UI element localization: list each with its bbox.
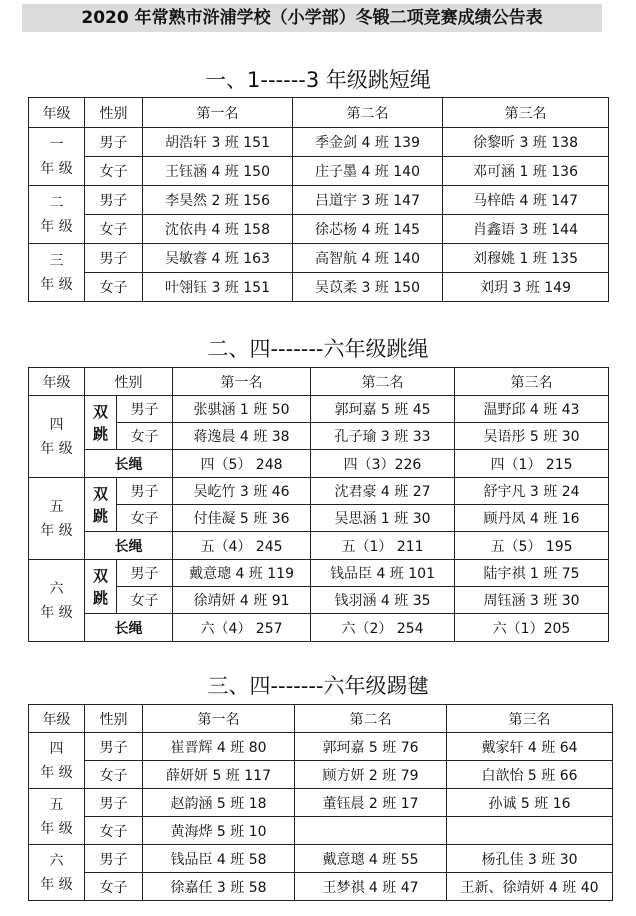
third-place-cell: 温野邱 4 班 43: [455, 396, 609, 423]
second-place-cell: 沈君豪 4 班 27: [311, 478, 455, 505]
table-row: [29, 396, 609, 423]
header-second: 第二名: [295, 705, 447, 733]
first-place-cell: 蒋逸晨 4 班 38: [173, 423, 311, 450]
third-place-cell: 马梓皓 4 班 147: [443, 186, 609, 215]
long-rope-label: 长绳: [85, 450, 173, 478]
gender-cell: 女子: [85, 873, 143, 901]
gender-cell: 男子: [117, 478, 173, 505]
table-row: [29, 244, 609, 273]
third-place-cell: 戴家轩 4 班 64: [447, 733, 613, 761]
section-2-title: 二、四-------六年级跳绳: [207, 337, 429, 361]
third-place-cell: 四（1） 215: [455, 450, 609, 478]
gender-cell: 男子: [85, 128, 143, 157]
gender-cell: 女子: [117, 505, 173, 532]
first-place-cell: 李昊然 2 班 156: [143, 186, 293, 215]
third-place-cell: 陆宇祺 1 班 75: [455, 560, 609, 587]
third-place-cell: 周钰涵 3 班 30: [455, 587, 609, 614]
section-3-title: 三、四-------六年级踢毽: [207, 674, 429, 698]
section-3-table: [28, 704, 613, 901]
table-row: [29, 215, 609, 244]
table-row: [29, 789, 613, 817]
double-jump-label: 双 跳: [85, 478, 117, 532]
first-place-cell: 徐嘉任 3 班 58: [143, 873, 295, 901]
second-place-cell: 戴意璁 4 班 55: [295, 845, 447, 873]
table-row: [29, 845, 613, 873]
third-place-cell: 五（5） 195: [455, 532, 609, 560]
third-place-cell: 孙诚 5 班 16: [447, 789, 613, 817]
gender-cell: 女子: [85, 817, 143, 845]
third-place-cell: 顾丹凤 4 班 16: [455, 505, 609, 532]
long-rope-label: 长绳: [85, 532, 173, 560]
header-row: [29, 705, 613, 733]
gender-cell: 男子: [117, 396, 173, 423]
section-1-table: [28, 97, 609, 302]
second-place-cell: 季金剑 4 班 139: [293, 128, 443, 157]
first-place-cell: 付佳凝 5 班 36: [173, 505, 311, 532]
first-place-cell: 沈依冉 4 班 158: [143, 215, 293, 244]
table-row: [29, 157, 609, 186]
gender-cell: 男子: [85, 244, 143, 273]
gender-cell: 女子: [117, 423, 173, 450]
third-place-cell: 舒宇凡 3 班 24: [455, 478, 609, 505]
section-2-table: [28, 367, 609, 642]
second-place-cell: 吴苡柔 3 班 150: [293, 273, 443, 302]
second-place-cell: 庄子墨 4 班 140: [293, 157, 443, 186]
third-place-cell: 白歆怡 5 班 66: [447, 761, 613, 789]
second-place-cell: 吕道宇 3 班 147: [293, 186, 443, 215]
header-third: 第三名: [443, 98, 609, 128]
header-third: 第三名: [447, 705, 613, 733]
first-place-cell: 徐靖妍 4 班 91: [173, 587, 311, 614]
third-place-cell: 吴语彤 5 班 30: [455, 423, 609, 450]
gender-cell: 男子: [85, 186, 143, 215]
second-place-cell: 六（2） 254: [311, 614, 455, 642]
first-place-cell: 五（4） 245: [173, 532, 311, 560]
third-place-cell: [447, 817, 613, 845]
second-place-cell: 董钰晨 2 班 17: [295, 789, 447, 817]
table-row: [29, 817, 613, 845]
second-place-cell: 王梦祺 4 班 47: [295, 873, 447, 901]
gender-cell: 女子: [85, 273, 143, 302]
first-place-cell: 王钰涵 4 班 150: [143, 157, 293, 186]
first-place-cell: 六（4） 257: [173, 614, 311, 642]
second-place-cell: 钱羽涵 4 班 35: [311, 587, 455, 614]
header-gender: 性别: [85, 705, 143, 733]
second-place-cell: [295, 817, 447, 845]
gender-cell: 男子: [85, 789, 143, 817]
second-place-cell: 四（3）226: [311, 450, 455, 478]
grade-label: 三 年 级: [29, 244, 85, 302]
header-gender: 性别: [85, 98, 143, 128]
first-place-cell: 四（5） 248: [173, 450, 311, 478]
table-row: [29, 614, 609, 642]
first-place-cell: 黄海烨 5 班 10: [143, 817, 295, 845]
third-place-cell: 刘穆姚 1 班 135: [443, 244, 609, 273]
table-row: [29, 761, 613, 789]
table-row: [29, 478, 609, 505]
second-place-cell: 五（1） 211: [311, 532, 455, 560]
header-row: [29, 98, 609, 128]
third-place-cell: 刘玥 3 班 149: [443, 273, 609, 302]
gender-cell: 男子: [85, 733, 143, 761]
grade-label: 五 年 级: [29, 789, 85, 845]
first-place-cell: 胡浩轩 3 班 151: [143, 128, 293, 157]
table-row: [29, 560, 609, 587]
grade-label: 六 年 级: [29, 560, 85, 642]
gender-cell: 女子: [85, 761, 143, 789]
first-place-cell: 张骐涵 1 班 50: [173, 396, 311, 423]
third-place-cell: 邓可涵 1 班 136: [443, 157, 609, 186]
gender-cell: 女子: [85, 215, 143, 244]
table-row: [29, 450, 609, 478]
first-place-cell: 赵韵涵 5 班 18: [143, 789, 295, 817]
third-place-cell: 六（1）205: [455, 614, 609, 642]
double-jump-label: 双 跳: [85, 396, 117, 450]
long-rope-label: 长绳: [85, 614, 173, 642]
grade-label: 六 年 级: [29, 845, 85, 901]
table-row: [29, 273, 609, 302]
page-title: 2020 年常熟市浒浦学校（小学部）冬锻二项竞赛成绩公告表: [22, 4, 602, 32]
table-row: [29, 128, 609, 157]
header-grade: 年级: [29, 705, 85, 733]
header-second: 第二名: [311, 368, 455, 396]
grade-label: 四 年 级: [29, 733, 85, 789]
gender-cell: 女子: [117, 587, 173, 614]
section-1-title: 一、1------3 年级跳短绳: [205, 68, 431, 92]
grade-label: 二 年 级: [29, 186, 85, 244]
header-grade: 年级: [29, 368, 85, 396]
first-place-cell: 钱品臣 4 班 58: [143, 845, 295, 873]
second-place-cell: 钱品臣 4 班 101: [311, 560, 455, 587]
grade-label: 五 年 级: [29, 478, 85, 560]
first-place-cell: 戴意璁 4 班 119: [173, 560, 311, 587]
double-jump-label: 双 跳: [85, 560, 117, 614]
header-second: 第二名: [293, 98, 443, 128]
table-row: [29, 733, 613, 761]
gender-cell: 男子: [117, 560, 173, 587]
gender-cell: 男子: [85, 845, 143, 873]
grade-label: 四 年 级: [29, 396, 85, 478]
second-place-cell: 孔子瑜 3 班 33: [311, 423, 455, 450]
table-row: [29, 532, 609, 560]
grade-label: 一 年 级: [29, 128, 85, 186]
first-place-cell: 叶翎钰 3 班 151: [143, 273, 293, 302]
second-place-cell: 吴思涵 1 班 30: [311, 505, 455, 532]
header-first: 第一名: [143, 98, 293, 128]
header-gender: 性别: [85, 368, 173, 396]
table-row: [29, 186, 609, 215]
first-place-cell: 吴敏睿 4 班 163: [143, 244, 293, 273]
header-first: 第一名: [143, 705, 295, 733]
first-place-cell: 薛妍妍 5 班 117: [143, 761, 295, 789]
header-row: [29, 368, 609, 396]
third-place-cell: 杨孔佳 3 班 30: [447, 845, 613, 873]
third-place-cell: 王新、徐靖妍 4 班 40: [447, 873, 613, 901]
gender-cell: 女子: [85, 157, 143, 186]
second-place-cell: 郭珂嘉 5 班 76: [295, 733, 447, 761]
header-first: 第一名: [173, 368, 311, 396]
header-third: 第三名: [455, 368, 609, 396]
second-place-cell: 高智航 4 班 140: [293, 244, 443, 273]
first-place-cell: 崔晋辉 4 班 80: [143, 733, 295, 761]
table-row: [29, 873, 613, 901]
third-place-cell: 徐黎昕 3 班 138: [443, 128, 609, 157]
second-place-cell: 顾方妍 2 班 79: [295, 761, 447, 789]
second-place-cell: 郭珂嘉 5 班 45: [311, 396, 455, 423]
first-place-cell: 吴屹竹 3 班 46: [173, 478, 311, 505]
header-grade: 年级: [29, 98, 85, 128]
second-place-cell: 徐芯杨 4 班 145: [293, 215, 443, 244]
third-place-cell: 肖鑫语 3 班 144: [443, 215, 609, 244]
